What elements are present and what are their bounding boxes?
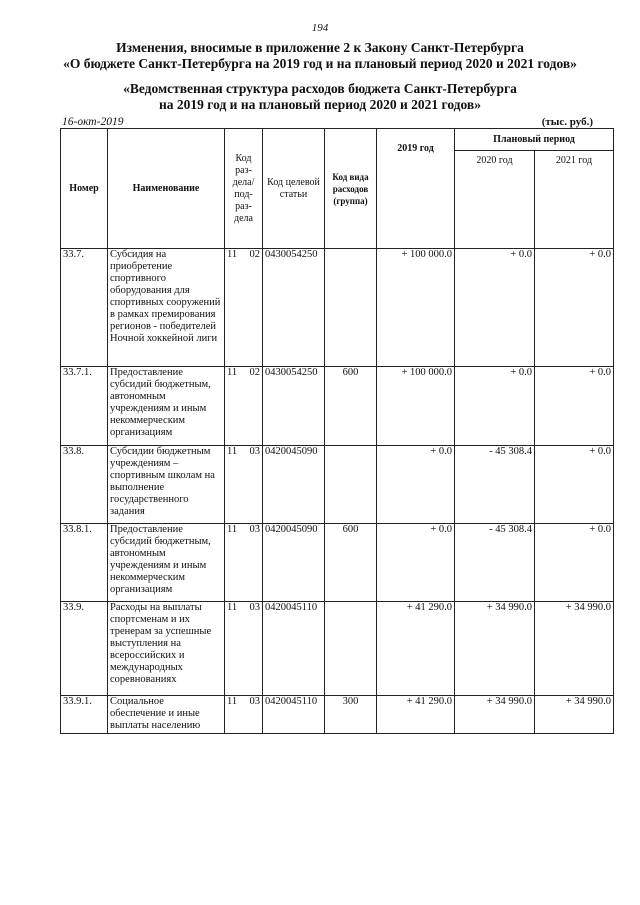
row-name: Расходы на выплаты спортсменам и их тренерам за успешные выступления на всероссийских и международных соревнованиях — [108, 602, 225, 696]
header-year-2021: 2021 год — [535, 151, 614, 249]
row-name: Субсидии бюджетным учреждениям – спортивным школам на выполнение государственного задания — [108, 446, 225, 524]
table-row — [61, 602, 614, 696]
row-expense-type: 600 — [325, 524, 377, 602]
header-year-2019: 2019 год — [377, 129, 455, 249]
row-expense-type — [325, 446, 377, 524]
table-row — [61, 249, 614, 367]
row-article: 0420045110 — [263, 696, 325, 734]
row-section: 11 02 — [225, 249, 263, 367]
header-number: Номер — [61, 129, 108, 249]
row-value-2020: - 45 308.4 — [455, 524, 535, 602]
header-year-2020: 2020 год — [455, 151, 535, 249]
row-number: 33.9.1. — [61, 696, 108, 734]
row-article: 0420045110 — [263, 602, 325, 696]
row-expense-type: 600 — [325, 367, 377, 446]
row-value-2021: + 0.0 — [535, 249, 614, 367]
row-value-2020: + 0.0 — [455, 249, 535, 367]
row-article: 0420045090 — [263, 524, 325, 602]
units-label: (тыс. руб.) — [541, 116, 593, 128]
row-article: 0430054250 — [263, 367, 325, 446]
row-number: 33.8.1. — [61, 524, 108, 602]
row-name: Предоставление субсидий бюджетным, автономным учреждениям и иным некоммерческим организациям — [108, 367, 225, 446]
row-article: 0420045090 — [263, 446, 325, 524]
row-expense-type — [325, 249, 377, 367]
table-row — [61, 446, 614, 524]
row-value-2019: + 0.0 — [377, 524, 455, 602]
row-article: 0430054250 — [263, 249, 325, 367]
document-date: 16-окт-2019 — [62, 116, 124, 128]
page-number: 194 — [311, 22, 329, 34]
document-title-line1: Изменения, вносимые в приложение 2 к Закону Санкт-Петербурга — [116, 40, 524, 55]
row-number: 33.7.1. — [61, 367, 108, 446]
header-expense-type: Код вида расходов (группа) — [325, 129, 377, 249]
row-section: 11 02 — [225, 367, 263, 446]
header-planned-period: Плановый период — [455, 129, 614, 151]
row-section: 11 03 — [225, 524, 263, 602]
row-section: 11 03 — [225, 602, 263, 696]
row-value-2019: + 41 290.0 — [377, 602, 455, 696]
table-title-line1: «Ведомственная структура расходов бюджета Санкт-Петербурга — [123, 81, 517, 96]
table-title-line2: на 2019 год и на плановый период 2020 и 2021 годов» — [159, 97, 481, 112]
table-row — [61, 524, 614, 602]
row-value-2019: + 41 290.0 — [377, 696, 455, 734]
row-value-2020: - 45 308.4 — [455, 446, 535, 524]
row-value-2019: + 100 000.0 — [377, 367, 455, 446]
header-article: Код целевой статьи — [263, 129, 325, 249]
row-value-2021: + 0.0 — [535, 446, 614, 524]
row-expense-type — [325, 602, 377, 696]
row-value-2021: + 34 990.0 — [535, 696, 614, 734]
table-row — [61, 367, 614, 446]
row-number: 33.7. — [61, 249, 108, 367]
document-title-line2: «О бюджете Санкт-Петербурга на 2019 год и на плановый период 2020 и 2021 годов» — [63, 56, 577, 71]
row-value-2021: + 0.0 — [535, 524, 614, 602]
row-value-2021: + 0.0 — [535, 367, 614, 446]
row-value-2021: + 34 990.0 — [535, 602, 614, 696]
header-name: Наименование — [108, 129, 225, 249]
table-row — [61, 696, 614, 734]
header-section: Код раз-дела/ под-раз-дела — [225, 129, 263, 249]
row-number: 33.9. — [61, 602, 108, 696]
row-name: Субсидия на приобретение спортивного оборудования для спортивных сооружений в рамках премирования регионов - победителей Ночной хоккейной лиги — [108, 249, 225, 367]
row-name: Социальное обеспечение и иные выплаты населению — [108, 696, 225, 734]
row-value-2020: + 34 990.0 — [455, 602, 535, 696]
row-value-2019: + 100 000.0 — [377, 249, 455, 367]
row-value-2020: + 34 990.0 — [455, 696, 535, 734]
row-section: 11 03 — [225, 446, 263, 524]
row-section: 11 03 — [225, 696, 263, 734]
row-expense-type: 300 — [325, 696, 377, 734]
row-value-2019: + 0.0 — [377, 446, 455, 524]
row-name: Предоставление субсидий бюджетным, автономным учреждениям и иным некоммерческим организациям — [108, 524, 225, 602]
budget-table — [60, 128, 614, 734]
row-value-2020: + 0.0 — [455, 367, 535, 446]
row-number: 33.8. — [61, 446, 108, 524]
